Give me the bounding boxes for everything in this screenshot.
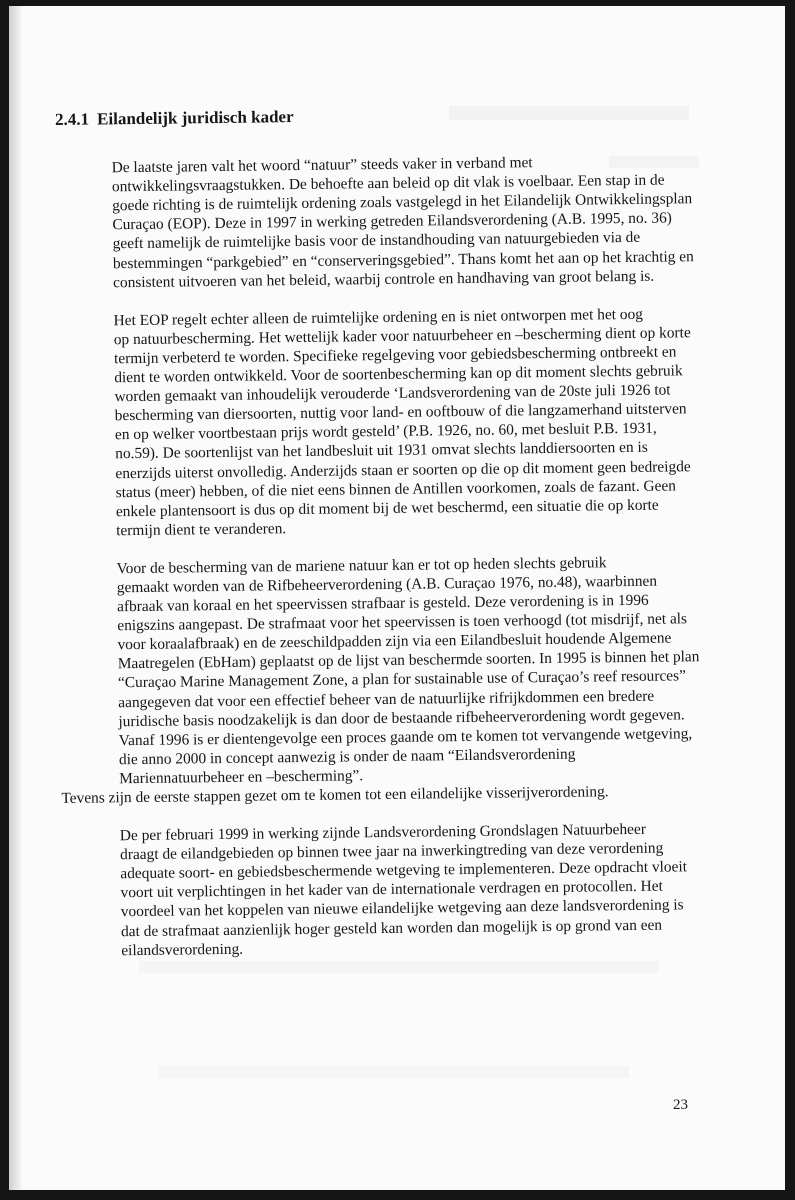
text-line: “Curaçao Marine Management Zone, a plan for sustainable use of Curaçao’s reef resources” [117, 667, 687, 692]
show-through-decoration [159, 1066, 629, 1078]
section-title: Eilandelijk juridisch kader [96, 107, 294, 129]
page-binding-shadow [9, 6, 23, 1190]
paragraph [54, 151, 706, 293]
text-line: voort uit verplichtingen in het kader van de internationale verdragen en protocollen. Het [120, 877, 663, 902]
text-line: De laatste jaren valt het woord “natuur” steeds vaker in verband met [111, 154, 533, 177]
text-line: worden gemaakt van inhoudelijk verouderde ‘Landsverordening van de 20ste juli 1926 tot [114, 381, 671, 406]
text-line: geeft namelijk de ruimtelijke basis voor de instandhouding van natuurgebieden via de [112, 229, 641, 253]
text-line: op natuurbescherming. Het wettelijk kader voor natuurbeheer en –bescherming dient op korte [113, 324, 691, 349]
document-body [53, 102, 714, 980]
text-line: dat de strafmaat aanzienlijk hoger gesteld kan worden dan mogelijk is op grond van een [120, 916, 663, 940]
text-line: no.59). De soortenlijst van het landbesluit uit 1931 omvat slechts landdiersoorten en is [115, 439, 648, 463]
text-line: eilandsverordening. [121, 940, 244, 959]
paragraph [55, 304, 708, 541]
section-number: 2.4.1 [54, 109, 90, 129]
paragraph [58, 552, 711, 789]
text-line: afbraak van koraal en het speervissen strafbaar is gesteld. Deze verordening is in 1996 [116, 591, 649, 616]
text-line: goede richting is de ruimtelijk ordening zoals vastgelegd in het Eilandelijk Ontwikkelingsplan [112, 190, 693, 215]
text-line: enerzijds uiterst onvolledig. Anderzijds staan er soorten op die op dit moment geen bedreigde [115, 457, 691, 482]
text-line: dient te worden ontwikkeld. Voor de soortenbescherming kan op dit moment slechts gebruik [114, 362, 683, 387]
text-line: status (meer) hebben, of die niet eens binnen de Antillen voorkomen, zoals de fazant. Geen [115, 477, 677, 501]
text-line: Mariennatuurbeheer en –bescherming”. [119, 767, 364, 788]
text-line: termijn dient te veranderen. [116, 519, 287, 540]
text-line: Tevens zijn de eerste stappen gezet om te komen tot een eilandelijke visserijverordening. [61, 783, 609, 807]
text-line: Curaçao (EOP). Deze in 1997 in werking getreden Eilandsverordening (A.B. 1995, no. 36) [112, 209, 672, 234]
text-line: die anno 2000 in concept aanwezig is onder de naam “Eilandsverordening [118, 745, 576, 769]
page-number: 23 [673, 1097, 688, 1113]
text-line: Maatregelen (EbHam) geplaatst op de lijst van beschermde soorten. In 1995 is binnen het plan [117, 648, 700, 673]
text-line: aangegeven dat voor een effectief beheer van de natuurlijke rifrijkdommen een bredere [118, 687, 655, 711]
text-line: ontwikkelingsvraagstukken. De behoefte aan beleid op dit vlak is voelbaar. Een stap in de [111, 171, 665, 196]
paragraphs [54, 151, 714, 961]
document-page [9, 6, 785, 1190]
text-line: voordeel van het koppelen van nieuwe eilandelijke wetgeving aan deze landsverordening is [120, 896, 684, 921]
text-line: enkele plantensoort is dus op dit moment bij de wet beschermd, een situatie die op korte [115, 496, 659, 520]
text-line: voor koraalafbraak) en de zeeschildpadden zijn via een Eilandbesluit houdende Algemene [117, 629, 672, 654]
text-line: Voor de bescherming van de mariene natuur kan er tot op heden slechts gebruik [116, 554, 607, 578]
text-line: Vanaf 1996 is er dientengevolge een proces gaande om te komen tot vervangende wetgeving, [118, 724, 693, 749]
section-heading [55, 102, 703, 129]
text-line: draagt de eilandgebieden op binnen twee jaar na inwerkingtreding van deze verordening [120, 839, 664, 864]
text-line: enigszins aangepast. De strafmaat voor het speervissen is toen verhoogd (tot misdrijf, net als [117, 610, 688, 635]
text-line: juridische basis noodzakelijk is dan door de bestaande rifbeheerverordening wordt gegeven. [118, 705, 685, 730]
text-line: termijn verbeterd te worden. Specifieke regelgeving voor gebiedsbescherming ontbreekt en [113, 343, 677, 368]
text-line: consistent uitvoeren van het beleid, waarbij controle en handhaving van groot belang is. [113, 267, 655, 291]
text-line: bescherming van diersoorten, nuttig voor land- en ooftbouw of die langzamerhand uitsterven [114, 400, 687, 425]
text-line: adequate soort- en gebiedsbeschermende wetgeving te implementeren. Deze opdracht vloeit [120, 858, 688, 883]
paragraph [62, 819, 714, 961]
text-line: gemaakt worden van de Rifbeheerverordening (A.B. Curaçao 1976, no.48), waarbinnen [116, 572, 658, 597]
text-line: bestemmingen “parkgebied” en “conserveringsgebied”. Thans komt het aan op het krachtig en [112, 247, 694, 272]
text-line: Het EOP regelt echter alleen de ruimtelijke ordening en is niet ontworpen met het oog [113, 305, 644, 330]
text-line: en op welker voortbestaan prijs wordt gesteld’ (P.B. 1926, no. 60, met besluit P.B. 1931, [114, 419, 657, 444]
text-line: De per februari 1999 in werking zijnde Landsverordening Grondslagen Natuurbeheer [119, 820, 647, 845]
